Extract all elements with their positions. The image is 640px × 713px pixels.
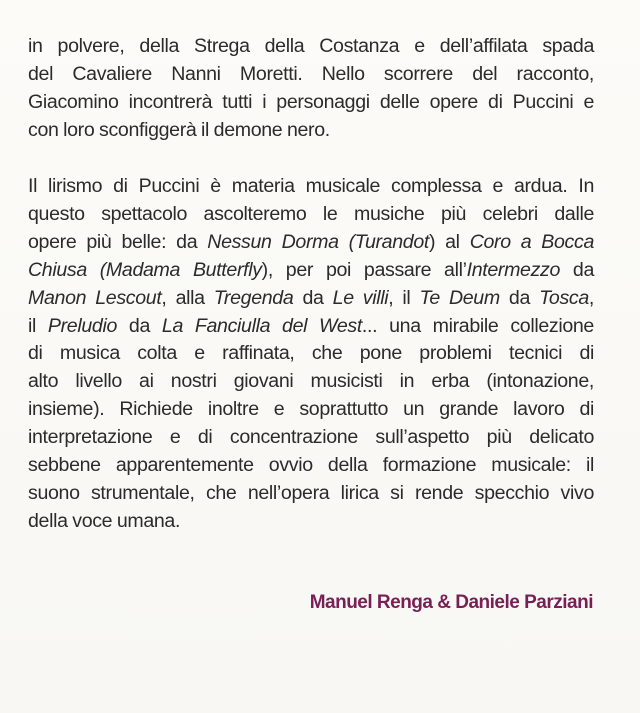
opera-title: Tregenda bbox=[213, 286, 294, 309]
text-line: Giacomino incontrerà tutti i personaggi delle opere di Puccini e bbox=[28, 90, 594, 113]
opera-title: Le villi bbox=[332, 286, 389, 309]
opera-title: Manon Lescout bbox=[28, 286, 162, 309]
text-segment: , alla bbox=[161, 286, 214, 309]
opera-title: Coro a Bocca bbox=[469, 230, 594, 253]
text-line: di musica colta e raffinata, che pone problemi tecnici di bbox=[28, 342, 594, 365]
text-line: alto livello ai nostri giovani musicisti in erba (intonazione, bbox=[28, 370, 594, 393]
text-segment: opere più belle: da bbox=[28, 230, 208, 253]
opera-title: Chiusa (Madama Butterfly bbox=[28, 258, 262, 281]
text-segment: da bbox=[560, 258, 594, 281]
opera-title: La Fanciulla del West bbox=[161, 314, 362, 337]
text-segment: da bbox=[293, 286, 333, 309]
text-segment: da bbox=[117, 314, 162, 337]
text-line: in polvere, della Strega della Costanza e dell’affilata spada bbox=[28, 35, 594, 57]
opera-title: Preludio bbox=[47, 314, 117, 337]
text-segment: da bbox=[499, 286, 540, 309]
text-line bbox=[28, 257, 594, 285]
text-segment: , il bbox=[388, 286, 420, 309]
text-line bbox=[28, 229, 594, 257]
text-line: con loro sconfiggerà il demone nero. bbox=[28, 118, 330, 141]
text-line: insieme). Richiede inoltre e soprattutto un grande lavoro di bbox=[28, 398, 594, 421]
text-segment: , bbox=[588, 286, 594, 309]
opera-title: Intermezzo bbox=[466, 258, 561, 281]
text-line: Il lirismo di Puccini è materia musicale complessa e ardua. In bbox=[28, 175, 594, 197]
text-segment: ... una mirabile collezione bbox=[361, 314, 594, 337]
opera-title: Te Deum bbox=[419, 286, 500, 309]
text-line bbox=[28, 285, 594, 313]
text-line: sebbene apparentemente ovvio della formazione musicale: il bbox=[28, 454, 594, 477]
author-signature: Manuel Renga & Daniele Parziani bbox=[309, 592, 593, 613]
text-line: suono strumentale, che nell’opera lirica si rende specchio vivo bbox=[28, 481, 594, 504]
text-segment: ) al bbox=[428, 230, 470, 253]
paragraph-puccini bbox=[28, 173, 594, 536]
text-line bbox=[28, 313, 594, 341]
text-segment: il bbox=[28, 314, 48, 337]
opera-title: Tosca bbox=[539, 286, 589, 309]
text-line: del Cavaliere Nanni Moretti. Nello scorrere del racconto, bbox=[28, 62, 594, 85]
opera-title: Nessun Dorma (Turandot bbox=[207, 230, 429, 253]
paragraph-story bbox=[28, 33, 594, 145]
text-line: della voce umana. bbox=[28, 509, 181, 532]
text-line: interpretazione e di concentrazione sull’aspetto più delicato bbox=[28, 426, 594, 449]
text-segment: ), per poi passare all’ bbox=[261, 258, 467, 281]
text-line: questo spettacolo ascolteremo le musiche più celebri dalle bbox=[28, 202, 594, 225]
